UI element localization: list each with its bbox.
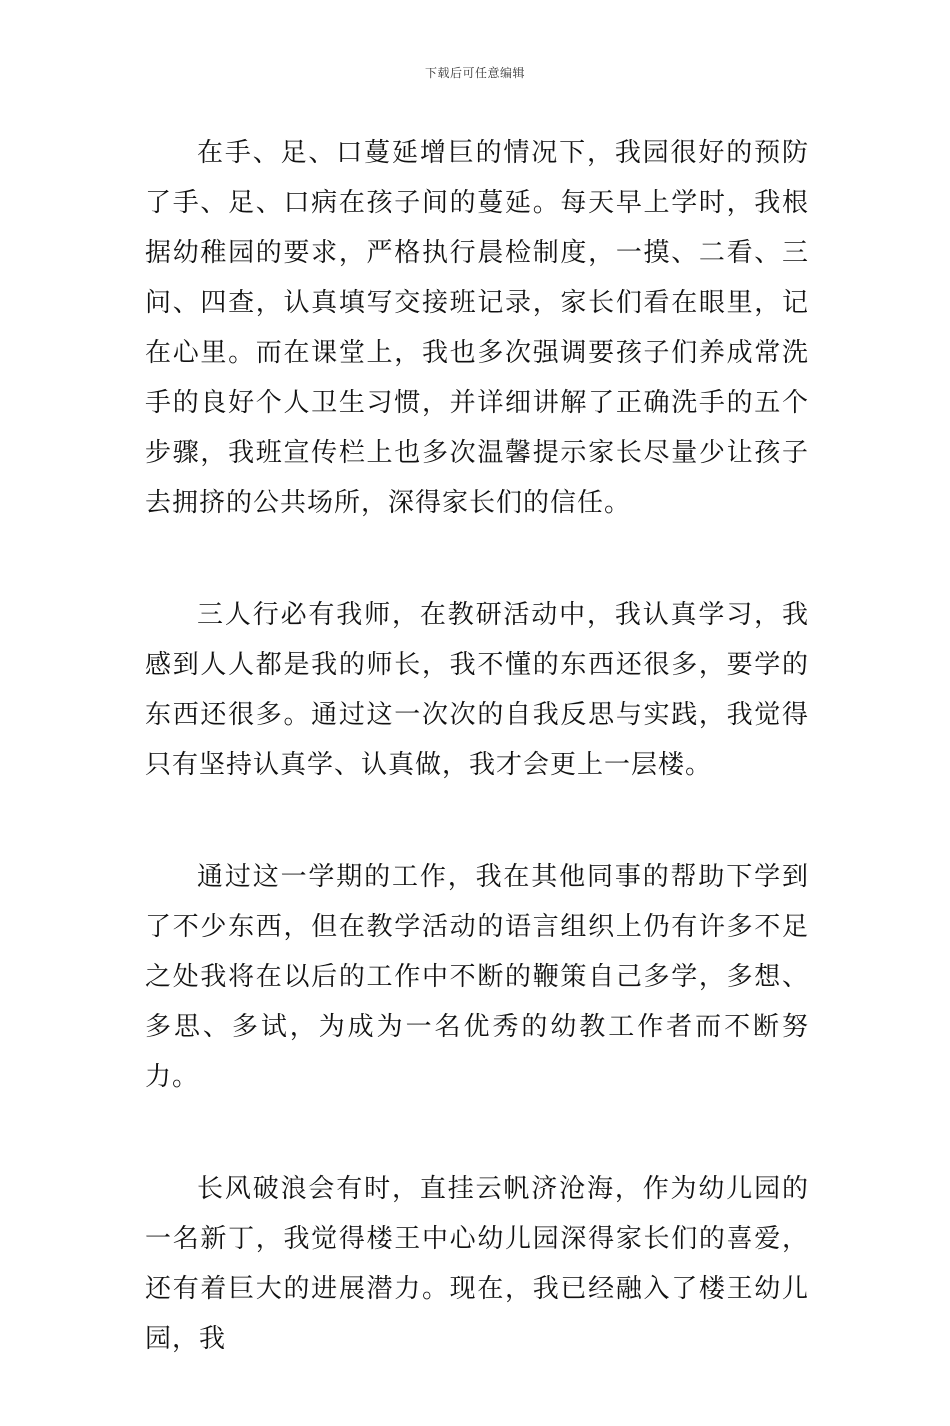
paragraph-1: 在手、足、口蔓延增巨的情况下，我园很好的预防了手、足、口病在孩子间的蔓延。每天早上学时，我根据幼稚园的要求，严格执行晨检制度，一摸、二看、三问、四查，认真填写交接班记录，家长们看在眼里，记在心里。而在课堂上，我也多次强调要孩子们养成常洗手的良好个人卫生习惯，并详细讲解了正确洗手的五个步骤，我班宣传栏上也多次温馨提示家长尽量少让孩子去拥挤的公共场所，深得家长们的信任。 <box>145 138 809 518</box>
paragraph-4: 长风破浪会有时，直挂云帆济沧海，作为幼儿园的一名新丁，我觉得楼王中心幼儿园深得家长们的喜爱，还有着巨大的进展潜力。现在，我已经融入了楼王幼儿园，我 <box>145 1174 809 1354</box>
header-note: 下载后可任意编辑 <box>424 66 525 80</box>
document-body <box>145 128 809 1426</box>
paragraph-3: 通过这一学期的工作，我在其他同事的帮助下学到了不少东西，但在教学活动的语言组织上仍有许多不足之处我将在以后的工作中不断的鞭策自己多学，多想、多思、多试，为成为一名优秀的幼教工作者而不断努力。 <box>145 862 809 1092</box>
paragraph-2: 三人行必有我师，在教研活动中，我认真学习，我感到人人都是我的师长，我不懂的东西还很多，要学的东西还很多。通过这一次次的自我反思与实践，我觉得只有坚持认真学、认真做，我才会更上一层楼。 <box>145 600 809 780</box>
